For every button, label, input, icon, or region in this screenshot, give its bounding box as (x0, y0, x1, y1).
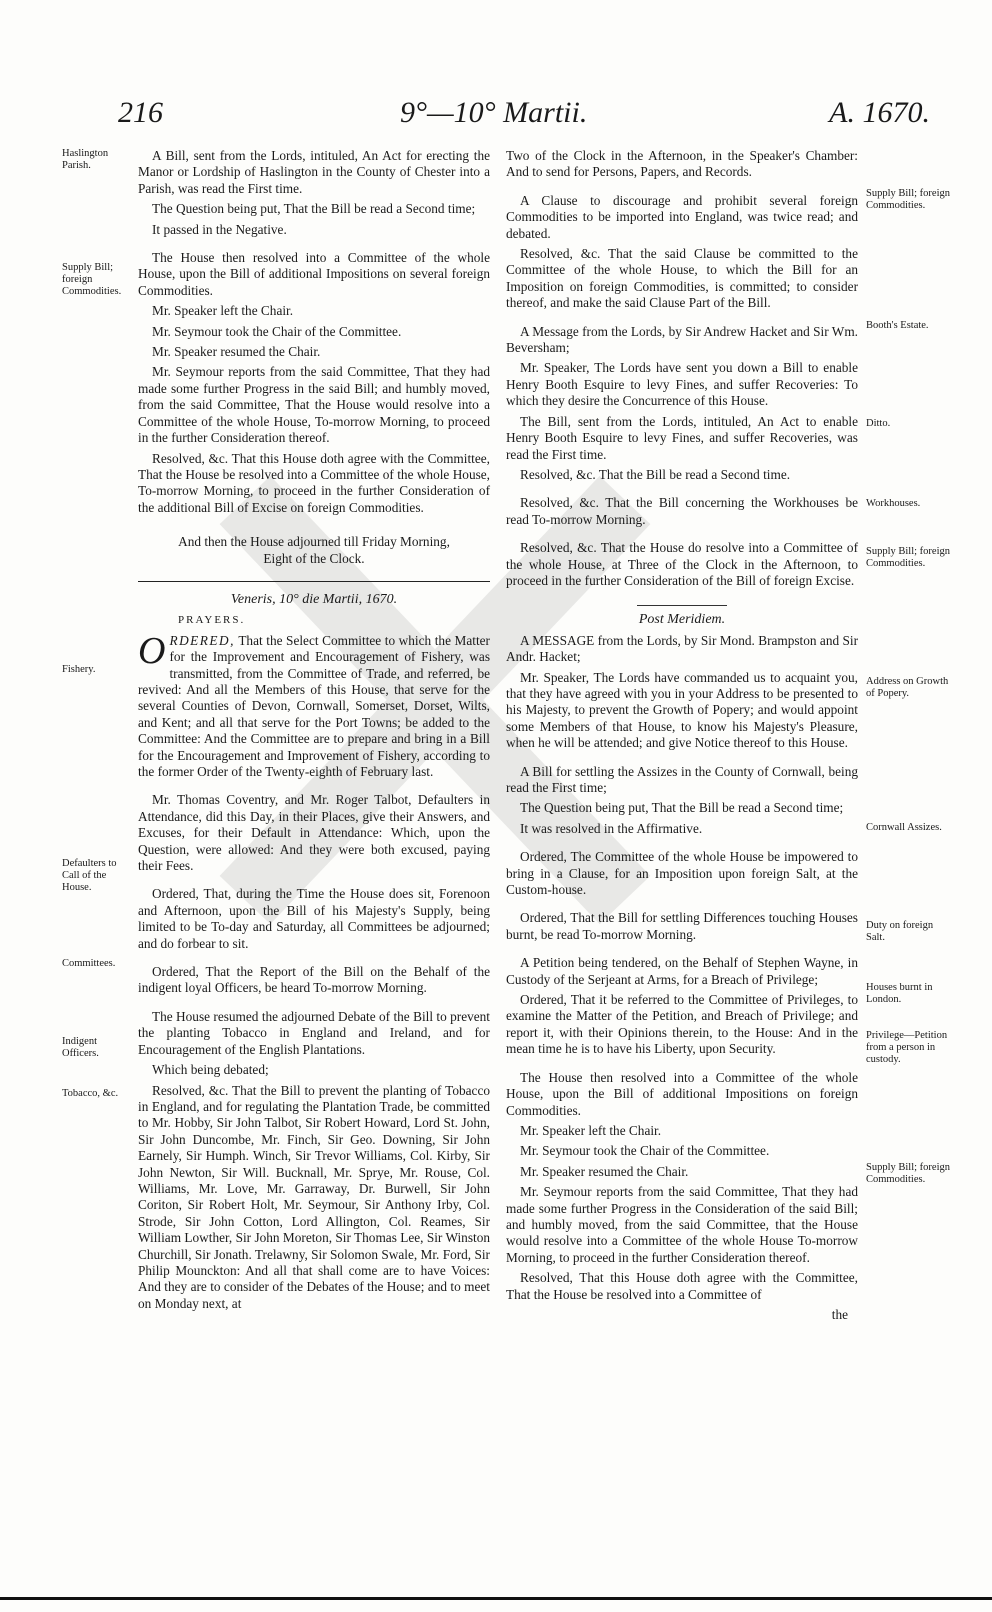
prayers-label: PRAYERS. (178, 614, 246, 627)
paragraph: The Question being put, That the Bill be read a Second time; (520, 800, 844, 816)
post-meridiem-heading: Post Meridiem. (638, 612, 726, 628)
paragraph: The House then resolved into a Committee of the whole House, upon the Bill of additional Impositions on foreign Commodities. (506, 1069, 858, 1118)
margin-note: Haslington Parish. (62, 148, 109, 171)
paragraph: Ordered, That the Bill for settling Differences touching Houses burnt, be read To-morrow Morning. (506, 910, 858, 942)
margin-note: Supply Bill; foreign Commodities. (866, 1162, 950, 1185)
paragraph: A Clause to discourage and prohibit several foreign Commodities to be imported into England, was twice read; and debated. (506, 192, 858, 241)
margin-note: Tobacco, &c. (62, 1088, 119, 1099)
bottom-border (0, 1597, 992, 1600)
header-date: 9°—10° Martii. (400, 96, 588, 129)
paragraph: Mr. Seymour took the Chair of the Committee. (152, 323, 402, 339)
paragraph: Ordered, The Committee of the whole House be impowered to bring in a Clause, for an Imposition upon foreign Salt, at the Custom-house. (506, 849, 858, 898)
paragraph: Mr. Seymour reports from the said Committee, That they had made some further Progress in the Consideration of the said Bill; and humbly moved, from the said Committee, that the House would resolve into a Committee of the whole House To-morrow Morning, to proceed in the further Consideration thereof. (506, 1184, 858, 1265)
paragraph: Mr. Speaker resumed the Chair. (520, 1163, 689, 1179)
paragraph: A Bill for settling the Assizes in the County of Cornwall, being read the First time; (506, 763, 858, 795)
paragraph: Mr. Speaker, The Lords have commanded us to acquaint you, that they have agreed with you in your Address to be presented to his Majesty, to prevent the Growth of Popery; and would appoint some Members of that House, to know his Majesty's Pleasure, when he will be attended; and give Notice thereof to this House. (506, 669, 858, 751)
margin-note: Supply Bill; foreign Commodities. (866, 188, 950, 211)
page-header (110, 96, 970, 136)
adjournment-note: And then the House adjourned till Friday Morning, Eight of the Clock. (178, 534, 450, 566)
paragraph: Ordered, That the Report of the Bill on the Behalf of the indigent loyal Officers, be heard To-morrow Morning. (138, 964, 490, 996)
paragraph: Resolved, &c. That the Bill be read a Second time. (520, 466, 791, 482)
paragraph: Ordered, That, during the Time the House does sit, Forenoon and Afternoon, upon the Bill of his Majesty's Supply, being limited to be To-day and Saturday, all Committees be adjourned; and do forbear to sit. (138, 886, 490, 951)
section-divider (637, 605, 727, 606)
paragraph: The House then resolved into a Committee of the whole House, upon the Bill of additional Impositions on several foreign Commodities. (138, 250, 490, 298)
paragraph: The House resumed the adjourned Debate of the Bill to prevent the planting Tobacco in England and Ireland, and for Encouragement of the English Plantations. (138, 1008, 490, 1057)
paragraph: Mr. Seymour reports from the said Committee, That they had made some further Progress in the said Bill; and humbly moved, from the said Committee, That the House would resolve into a Committee of the whole House, To-morrow Morning, to proceed in the further Consideration thereof. (138, 364, 490, 446)
drop-cap: O (138, 629, 166, 672)
margin-note: Booth's Estate. (866, 320, 929, 331)
margin-note: Workhouses. (866, 498, 921, 509)
paragraph: A Bill, sent from the Lords, intituled, An Act for erecting the Manor or Lordship of Haslington in the County of Chester into a Parish, was read the First time. (138, 148, 490, 196)
fishery-text: That the Select Committee to which the Matter for the Improvement and Encouragement of Fishery, was transmitted, from the Committee of Trade, and referred, be revived: And all the Members of this House, that serve for the several Counties of Devon, Cornwall, Somerset, Dorset, Wilts, and Kent; and all that serve for the Port Towns; be added to the Committee: And the Committee are to prepare and bring in a Bill for the Encouragement and Improvement of Fishery, according to the former Order of the Twenty-eighth of February last. (138, 632, 490, 779)
paragraph: It was resolved in the Affirmative. (520, 820, 703, 836)
paragraph: Resolved, &c. That the said Clause be committed to the Committee of the whole House, to which the Bill for an Imposition on foreign Commodities, is committed; to consider thereof, and make the said Clause Part of the Bill. (506, 246, 858, 311)
margin-note: Committees. (62, 958, 116, 969)
margin-note: Defaulters to Call of the House. (62, 858, 117, 893)
paragraph: Resolved, &c. That the Bill concerning the Workhouses be read To-morrow Morning. (506, 495, 858, 527)
margin-note: Duty on foreign Salt. (866, 920, 934, 943)
margin-note: Cornwall Assizes. (866, 822, 942, 833)
paragraph: Resolved, &c. That the House do resolve into a Committee of the whole House, at Three of the Clock in the Afternoon, to proceed in the further Consideration of the Bill of foreign Excise. (506, 540, 858, 588)
margin-note: Privilege—Petition from a person in custody. (866, 1030, 948, 1065)
margin-note: Fishery. (62, 664, 96, 675)
section-divider (138, 581, 490, 582)
paragraph: Resolved, That this House doth agree with the Committee, That the House be resolved into a Committee of (506, 1270, 858, 1302)
paragraph (138, 629, 490, 781)
paragraph: A MESSAGE from the Lords, by Sir Mond. Brampston and Sir Andr. Hacket; (506, 632, 858, 665)
paragraph: Mr. Seymour took the Chair of the Committee. (520, 1143, 770, 1159)
day-heading: Veneris, 10° die Martii, 1670. (230, 591, 398, 607)
margin-note: Supply Bill; foreign Commodities. (866, 546, 950, 569)
paragraph: Which being debated; (152, 1062, 269, 1078)
paragraph: A Petition being tendered, on the Behalf of Stephen Wayne, in Custody of the Serjeant at Arms, for a Breach of Privilege; (506, 955, 858, 987)
left-column (138, 148, 490, 1316)
margin-note: Indigent Officers. (62, 1036, 99, 1059)
margin-note: Houses burnt in London. (866, 982, 933, 1005)
paragraph: Resolved, &c. That this House doth agree with the Committee, That the House be resolved into a Committee of the whole House, To-morrow Morning, to proceed in the further Consideration of the additional Bill of Excise on foreign Commodities. (138, 450, 490, 515)
paragraph: The Bill, sent from the Lords, intituled, An Act to enable Henry Booth Esquire to levy Fines, and suffer Recoveries, was read the First time. (506, 413, 858, 462)
paragraph: It passed in the Negative. (152, 221, 287, 237)
catchword: the (831, 1306, 848, 1322)
paragraph: Resolved, &c. That the Bill to prevent the planting of Tobacco in England, and for regulating the Plantation Trade, be committed to Mr. Hobby, Sir John Talbot, Sir Robert Howard, Lord St. John, Sir John Duncombe, Mr. Finch, Sir Geo. Downing, Sir John Earnely, Sir Humph. Winch, Sir Trevor Williams, Col. Kirby, Sir John Newton, Sir Will. Bucknall, Mr. Sprye, Mr. Rouse, Col. Williams, Mr. Love, Mr. Garraway, Dr. Burwell, Sir John Coriton, Sir Robert Holt, Mr. Seymour, Sir Anthony Irby, Col. Strode, Sir John Cotton, Lord Allington, Col. Reames, Sir William Lowther, Sir John Moreton, Sir Thomas Lee, Sir Winston Churchill, Sir Jonath. Trelawny, Sir Solomon Swale, Mr. Ford, Sir Philip Mounckton: And all that shall come are to have Voices: And they are to consider of the Debates of the House; and to meet on Monday next, at (138, 1082, 490, 1311)
paragraph: Mr. Speaker left the Chair. (152, 303, 294, 319)
margin-note: Ditto. (866, 418, 891, 429)
page-number: 216 (118, 96, 163, 129)
paragraph: Mr. Thomas Coventry, and Mr. Roger Talbot, Defaulters in Attendance, did this Day, in their Places, give their Answers, and Excuses, for their Default in Attendance: Which, upon the Question, were allowed: And they were both excused, paying their Fees. (138, 792, 490, 874)
paragraph: The Question being put, That the Bill be read a Second time; (152, 201, 476, 217)
paragraph: Mr. Speaker left the Chair. (520, 1122, 662, 1138)
paragraph: Ordered, That it be referred to the Committee of Privileges, to examine the Matter of the Petition, and Breach of Privilege; and report it, with their Opinions therein, to the House: And in the mean time he is to have his Liberty, upon Security. (506, 992, 858, 1057)
paragraph: Mr. Speaker resumed the Chair. (152, 344, 321, 360)
right-column (506, 148, 858, 1327)
margin-note: Address on Growth of Popery. (866, 676, 949, 699)
paragraph: A Message from the Lords, by Sir Andrew Hacket and Sir Wm. Beversham; (506, 323, 858, 356)
header-year: A. 1670. (829, 96, 930, 129)
paragraph: Mr. Speaker, The Lords have sent you down a Bill to enable Henry Booth Esquire to levy Fines, and suffer Recoveries: To which they desire the Concurrence of this House. (506, 360, 858, 409)
ordered-label: RDERED, (169, 632, 235, 648)
paragraph: Two of the Clock in the Afternoon, in the Speaker's Chamber: And to send for Persons, Papers, and Records. (506, 148, 858, 180)
margin-note: Supply Bill; foreign Commodities. (62, 262, 122, 297)
